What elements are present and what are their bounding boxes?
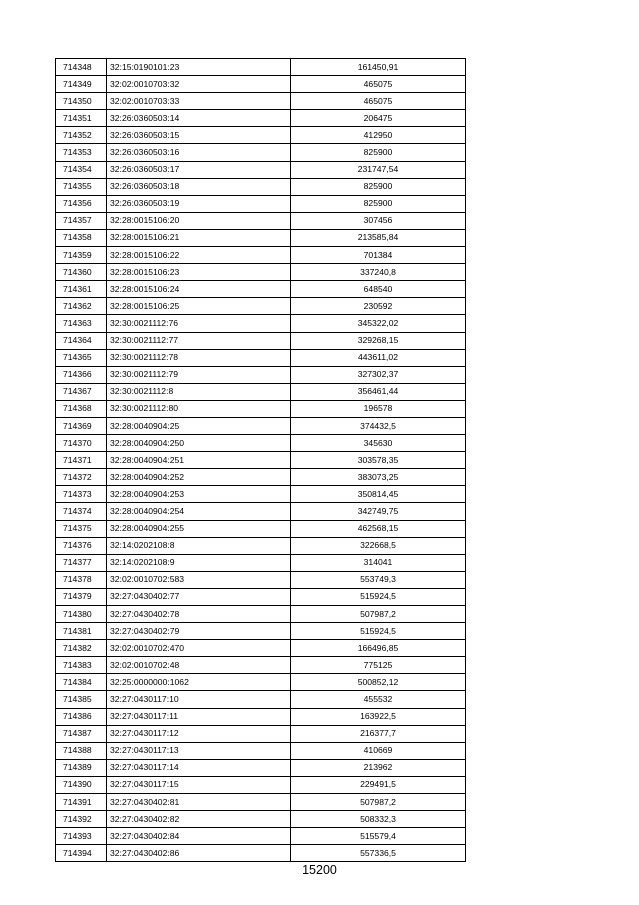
cadastral-number-cell: 32:28:0015106:24 <box>107 281 291 298</box>
table-row <box>56 845 466 862</box>
cadastral-value-cell: 825900 <box>291 195 466 212</box>
cadastral-value-cell: 553749,3 <box>291 571 466 588</box>
cadastral-number-cell: 32:28:0015106:20 <box>107 212 291 229</box>
table-row <box>56 828 466 845</box>
cadastral-value-cell: 507987,2 <box>291 606 466 623</box>
row-number-cell: 714349 <box>56 76 107 93</box>
row-number-cell: 714351 <box>56 110 107 127</box>
table-row <box>56 417 466 434</box>
table-row <box>56 383 466 400</box>
cadastral-value-cell: 229491,5 <box>291 776 466 793</box>
table-row <box>56 229 466 246</box>
cadastral-number-cell: 32:28:0040904:253 <box>107 486 291 503</box>
row-number-cell: 714394 <box>56 845 107 862</box>
cadastral-number-cell: 32:15:0190101:23 <box>107 59 291 76</box>
cadastral-value-cell: 648540 <box>291 281 466 298</box>
cadastral-number-cell: 32:28:0015106:23 <box>107 264 291 281</box>
row-number-cell: 714385 <box>56 691 107 708</box>
cadastral-value-cell: 307456 <box>291 212 466 229</box>
table-row <box>56 366 466 383</box>
cadastral-number-cell: 32:27:0430402:82 <box>107 811 291 828</box>
row-number-cell: 714354 <box>56 161 107 178</box>
table-row <box>56 435 466 452</box>
cadastral-number-cell: 32:28:0040904:25 <box>107 417 291 434</box>
cadastral-number-cell: 32:28:0040904:250 <box>107 435 291 452</box>
row-number-cell: 714379 <box>56 588 107 605</box>
row-number-cell: 714390 <box>56 776 107 793</box>
cadastral-value-cell: 342749,75 <box>291 503 466 520</box>
cadastral-value-cell: 515924,5 <box>291 588 466 605</box>
cadastral-number-cell: 32:27:0430117:13 <box>107 742 291 759</box>
table-row <box>56 776 466 793</box>
cadastral-number-cell: 32:27:0430117:11 <box>107 708 291 725</box>
table-row <box>56 759 466 776</box>
cadastral-value-cell: 701384 <box>291 247 466 264</box>
cadastral-value-cell: 345322,02 <box>291 315 466 332</box>
cadastral-number-cell: 32:14:0202108:9 <box>107 554 291 571</box>
table-row <box>56 486 466 503</box>
cadastral-number-cell: 32:30:0021112:78 <box>107 349 291 366</box>
table-row <box>56 59 466 76</box>
cadastral-number-cell: 32:27:0430117:15 <box>107 776 291 793</box>
row-number-cell: 714355 <box>56 178 107 195</box>
cadastral-value-cell: 443611,02 <box>291 349 466 366</box>
table-row <box>56 264 466 281</box>
table-row <box>56 127 466 144</box>
cadastral-value-cell: 410669 <box>291 742 466 759</box>
cadastral-number-cell: 32:02:0010703:33 <box>107 93 291 110</box>
table-row <box>56 571 466 588</box>
cadastral-number-cell: 32:14:0202108:8 <box>107 537 291 554</box>
cadastral-number-cell: 32:30:0021112:79 <box>107 366 291 383</box>
cadastral-value-cell: 345630 <box>291 435 466 452</box>
cadastral-value-cell: 327302,37 <box>291 366 466 383</box>
table-row <box>56 691 466 708</box>
cadastral-value-cell: 455532 <box>291 691 466 708</box>
cadastral-value-cell: 213585,84 <box>291 229 466 246</box>
row-number-cell: 714361 <box>56 281 107 298</box>
row-number-cell: 714387 <box>56 725 107 742</box>
row-number-cell: 714374 <box>56 503 107 520</box>
cadastral-number-cell: 32:27:0430402:77 <box>107 588 291 605</box>
table-row <box>56 674 466 691</box>
row-number-cell: 714362 <box>56 298 107 315</box>
row-number-cell: 714391 <box>56 794 107 811</box>
cadastral-value-cell: 356461,44 <box>291 383 466 400</box>
table-row <box>56 332 466 349</box>
cadastral-value-cell: 303578,35 <box>291 452 466 469</box>
table-row <box>56 400 466 417</box>
row-number-cell: 714380 <box>56 606 107 623</box>
cadastral-number-cell: 32:25:0000000:1062 <box>107 674 291 691</box>
cadastral-value-cell: 322668,5 <box>291 537 466 554</box>
row-number-cell: 714392 <box>56 811 107 828</box>
table-row <box>56 537 466 554</box>
cadastral-number-cell: 32:28:0040904:254 <box>107 503 291 520</box>
cadastral-value-cell: 230592 <box>291 298 466 315</box>
cadastral-value-cell: 329268,15 <box>291 332 466 349</box>
table-row <box>56 315 466 332</box>
cadastral-value-cell: 350814,45 <box>291 486 466 503</box>
cadastral-number-cell: 32:27:0430402:79 <box>107 623 291 640</box>
cadastral-value-cell: 515924,5 <box>291 623 466 640</box>
table-row <box>56 110 466 127</box>
cadastral-value-cell: 465075 <box>291 76 466 93</box>
table-row <box>56 708 466 725</box>
row-number-cell: 714389 <box>56 759 107 776</box>
cadastral-number-cell: 32:26:0360503:18 <box>107 178 291 195</box>
row-number-cell: 714352 <box>56 127 107 144</box>
table-body <box>56 59 466 862</box>
table-row <box>56 794 466 811</box>
table-row <box>56 742 466 759</box>
table-row <box>56 725 466 742</box>
row-number-cell: 714388 <box>56 742 107 759</box>
table-row <box>56 195 466 212</box>
row-number-cell: 714358 <box>56 229 107 246</box>
row-number-cell: 714384 <box>56 674 107 691</box>
row-number-cell: 714371 <box>56 452 107 469</box>
table-row <box>56 298 466 315</box>
row-number-cell: 714364 <box>56 332 107 349</box>
row-number-cell: 714350 <box>56 93 107 110</box>
table-row <box>56 503 466 520</box>
cadastral-value-cell: 314041 <box>291 554 466 571</box>
table-row <box>56 281 466 298</box>
table-row <box>56 811 466 828</box>
cadastral-value-cell: 507987,2 <box>291 794 466 811</box>
row-number-cell: 714378 <box>56 571 107 588</box>
row-number-cell: 714359 <box>56 247 107 264</box>
table-row <box>56 247 466 264</box>
row-number-cell: 714365 <box>56 349 107 366</box>
row-number-cell: 714382 <box>56 640 107 657</box>
cadastral-value-cell: 383073,25 <box>291 469 466 486</box>
cadastral-number-cell: 32:30:0021112:77 <box>107 332 291 349</box>
cadastral-value-cell: 515579,4 <box>291 828 466 845</box>
cadastral-number-cell: 32:02:0010702:583 <box>107 571 291 588</box>
cadastral-number-cell: 32:27:0430402:78 <box>107 606 291 623</box>
cadastral-number-cell: 32:26:0360503:16 <box>107 144 291 161</box>
cadastral-number-cell: 32:26:0360503:15 <box>107 127 291 144</box>
cadastral-value-cell: 500852,12 <box>291 674 466 691</box>
cadastral-value-cell: 374432,5 <box>291 417 466 434</box>
cadastral-value-cell: 163922,5 <box>291 708 466 725</box>
cadastral-value-cell: 557336,5 <box>291 845 466 862</box>
row-number-cell: 714372 <box>56 469 107 486</box>
cadastral-value-table <box>55 58 466 862</box>
cadastral-number-cell: 32:30:0021112:80 <box>107 400 291 417</box>
cadastral-number-cell: 32:28:0015106:22 <box>107 247 291 264</box>
cadastral-number-cell: 32:27:0430402:86 <box>107 845 291 862</box>
row-number-cell: 714376 <box>56 537 107 554</box>
cadastral-value-cell: 412950 <box>291 127 466 144</box>
row-number-cell: 714393 <box>56 828 107 845</box>
row-number-cell: 714373 <box>56 486 107 503</box>
row-number-cell: 714377 <box>56 554 107 571</box>
cadastral-number-cell: 32:26:0360503:14 <box>107 110 291 127</box>
cadastral-number-cell: 32:02:0010702:48 <box>107 657 291 674</box>
row-number-cell: 714363 <box>56 315 107 332</box>
row-number-cell: 714383 <box>56 657 107 674</box>
table-row <box>56 93 466 110</box>
row-number-cell: 714353 <box>56 144 107 161</box>
cadastral-value-cell: 508332,3 <box>291 811 466 828</box>
row-number-cell: 714381 <box>56 623 107 640</box>
table-row <box>56 623 466 640</box>
row-number-cell: 714356 <box>56 195 107 212</box>
cadastral-number-cell: 32:30:0021112:76 <box>107 315 291 332</box>
cadastral-value-cell: 462568,15 <box>291 520 466 537</box>
table-row <box>56 178 466 195</box>
cadastral-number-cell: 32:26:0360503:17 <box>107 161 291 178</box>
table-row <box>56 469 466 486</box>
cadastral-value-cell: 196578 <box>291 400 466 417</box>
cadastral-value-cell: 465075 <box>291 93 466 110</box>
cadastral-value-cell: 206475 <box>291 110 466 127</box>
cadastral-number-cell: 32:28:0015106:21 <box>107 229 291 246</box>
row-number-cell: 714386 <box>56 708 107 725</box>
table-row <box>56 554 466 571</box>
cadastral-value-cell: 166496,85 <box>291 640 466 657</box>
cadastral-number-cell: 32:28:0040904:251 <box>107 452 291 469</box>
cadastral-value-cell: 337240,8 <box>291 264 466 281</box>
table-row <box>56 588 466 605</box>
table-row <box>56 76 466 93</box>
cadastral-number-cell: 32:26:0360503:19 <box>107 195 291 212</box>
cadastral-number-cell: 32:28:0040904:252 <box>107 469 291 486</box>
table-row <box>56 161 466 178</box>
page-number: 15200 <box>302 863 337 877</box>
table-row <box>56 212 466 229</box>
row-number-cell: 714370 <box>56 435 107 452</box>
cadastral-number-cell: 32:27:0430117:10 <box>107 691 291 708</box>
row-number-cell: 714348 <box>56 59 107 76</box>
row-number-cell: 714368 <box>56 400 107 417</box>
cadastral-value-cell: 216377,7 <box>291 725 466 742</box>
cadastral-number-cell: 32:02:0010703:32 <box>107 76 291 93</box>
cadastral-number-cell: 32:27:0430117:14 <box>107 759 291 776</box>
cadastral-number-cell: 32:28:0040904:255 <box>107 520 291 537</box>
table-row <box>56 520 466 537</box>
row-number-cell: 714369 <box>56 417 107 434</box>
table-row <box>56 144 466 161</box>
cadastral-number-cell: 32:27:0430117:12 <box>107 725 291 742</box>
cadastral-value-cell: 825900 <box>291 144 466 161</box>
row-number-cell: 714360 <box>56 264 107 281</box>
cadastral-value-cell: 213962 <box>291 759 466 776</box>
cadastral-value-cell: 775125 <box>291 657 466 674</box>
cadastral-number-cell: 32:02:0010702:470 <box>107 640 291 657</box>
table-row <box>56 657 466 674</box>
table-row <box>56 349 466 366</box>
cadastral-value-cell: 231747,54 <box>291 161 466 178</box>
cadastral-number-cell: 32:27:0430402:81 <box>107 794 291 811</box>
cadastral-number-cell: 32:28:0015106:25 <box>107 298 291 315</box>
table-row <box>56 452 466 469</box>
table-row <box>56 640 466 657</box>
row-number-cell: 714375 <box>56 520 107 537</box>
cadastral-number-cell: 32:27:0430402:84 <box>107 828 291 845</box>
row-number-cell: 714357 <box>56 212 107 229</box>
row-number-cell: 714366 <box>56 366 107 383</box>
cadastral-value-cell: 825900 <box>291 178 466 195</box>
cadastral-number-cell: 32:30:0021112:8 <box>107 383 291 400</box>
row-number-cell: 714367 <box>56 383 107 400</box>
cadastral-value-cell: 161450,91 <box>291 59 466 76</box>
table-row <box>56 606 466 623</box>
